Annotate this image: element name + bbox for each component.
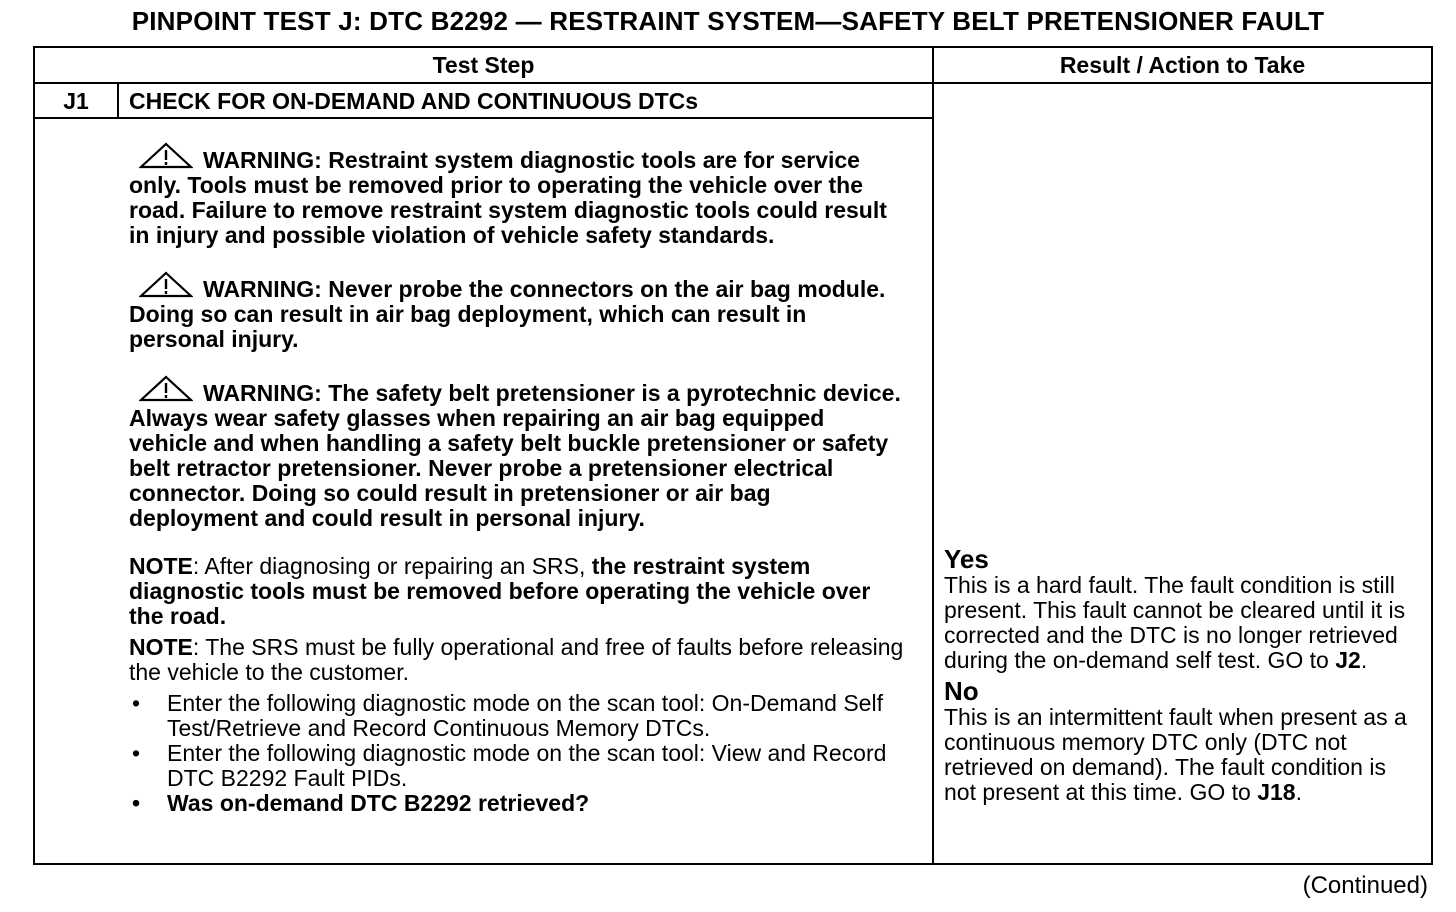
result-no-text [944, 705, 1422, 805]
result-no-body: This is an intermittent fault when present as a continuous memory DTC only (DTC not retrieved on demand). The fault condition is not present at this time. GO to [944, 704, 1407, 805]
pinpoint-test-table [33, 46, 1433, 865]
result-yes-body: This is a hard fault. The fault condition is still present. This fault cannot be cleared until it is corrected and the DTC is no longer retrieved during the on-demand self test. GO to [944, 572, 1406, 673]
note-label: NOTE [129, 553, 193, 579]
bullet-icon: • [131, 740, 141, 766]
continued-label: (Continued) [1302, 872, 1428, 899]
result-no-heading: No [944, 676, 979, 706]
warning-text: WARNING: The safety belt pretensioner is a pyrotechnic device. Always wear safety glasses when repairing an air bag equipped vehicle and when handling a safety belt buckle pretensioner or safety belt retractor pretensioner. Never probe a pretensioner electrical connector. Doing so could result in pretensioner or air bag deployment and could result in personal injury. [129, 380, 901, 531]
result-yes-heading: Yes [944, 544, 989, 574]
result-column [944, 545, 1422, 809]
goto-link-j18[interactable]: J18 [1257, 779, 1296, 805]
bullet-icon: • [131, 690, 141, 716]
header-divider [35, 82, 1431, 84]
warning-paragraph [129, 142, 904, 248]
step-id-divider [117, 84, 119, 117]
result-yes-text [944, 573, 1422, 673]
warning-paragraph [129, 271, 904, 352]
warning-triangle-icon [139, 142, 193, 170]
bullet-icon: • [131, 790, 141, 816]
step-title-divider [35, 117, 932, 119]
warning-triangle-icon [139, 375, 193, 403]
header-result: Result / Action to Take [1059, 52, 1306, 78]
step-title: CHECK FOR ON-DEMAND AND CONTINUOUS DTCs [129, 88, 699, 114]
list-item [129, 741, 904, 791]
list-item-text: Enter the following diagnostic mode on the scan tool: View and Record DTC B2292 Fault PIDs. [167, 740, 887, 791]
note-text: : The SRS must be fully operational and free of faults before releasing the vehicle to the customer. [129, 634, 904, 685]
warning-paragraph [129, 375, 904, 531]
goto-link-j2[interactable]: J2 [1335, 647, 1361, 673]
step-body [129, 142, 904, 816]
page-title: PINPOINT TEST J: DTC B2292 — RESTRAINT SYSTEM—SAFETY BELT PRETENSIONER FAULT [131, 6, 1325, 36]
header-test-step: Test Step [432, 52, 535, 78]
warning-text: WARNING: Never probe the connectors on the air bag module. Doing so can result in air bag deployment, which can result in personal injury. [129, 276, 886, 352]
note-paragraph [129, 554, 904, 629]
step-id: J1 [63, 88, 89, 114]
list-item [129, 791, 904, 816]
result-no-end: . [1295, 779, 1302, 805]
warning-triangle-icon [139, 271, 193, 299]
list-item-text: Was on-demand DTC B2292 retrieved? [167, 790, 590, 816]
note-text: : After diagnosing or repairing an SRS, [192, 553, 592, 579]
note-paragraph [129, 635, 904, 685]
note-bold-text: the restraint system diagnostic tools must be removed before operating the vehicle over the road. [129, 553, 871, 629]
warning-text: WARNING: Restraint system diagnostic tools are for service only. Tools must be removed prior to operating the vehicle over the road. Failure to remove restraint system diagnostic tools could result in injury and possible violation of vehicle safety standards. [129, 147, 887, 248]
list-item-text: Enter the following diagnostic mode on the scan tool: On-Demand Self Test/Retrieve and Record Continuous Memory DTCs. [167, 690, 883, 741]
note-label: NOTE [129, 634, 193, 660]
instruction-list [129, 691, 904, 816]
result-yes-end: . [1360, 647, 1368, 673]
list-item [129, 691, 904, 741]
column-divider [932, 48, 934, 863]
